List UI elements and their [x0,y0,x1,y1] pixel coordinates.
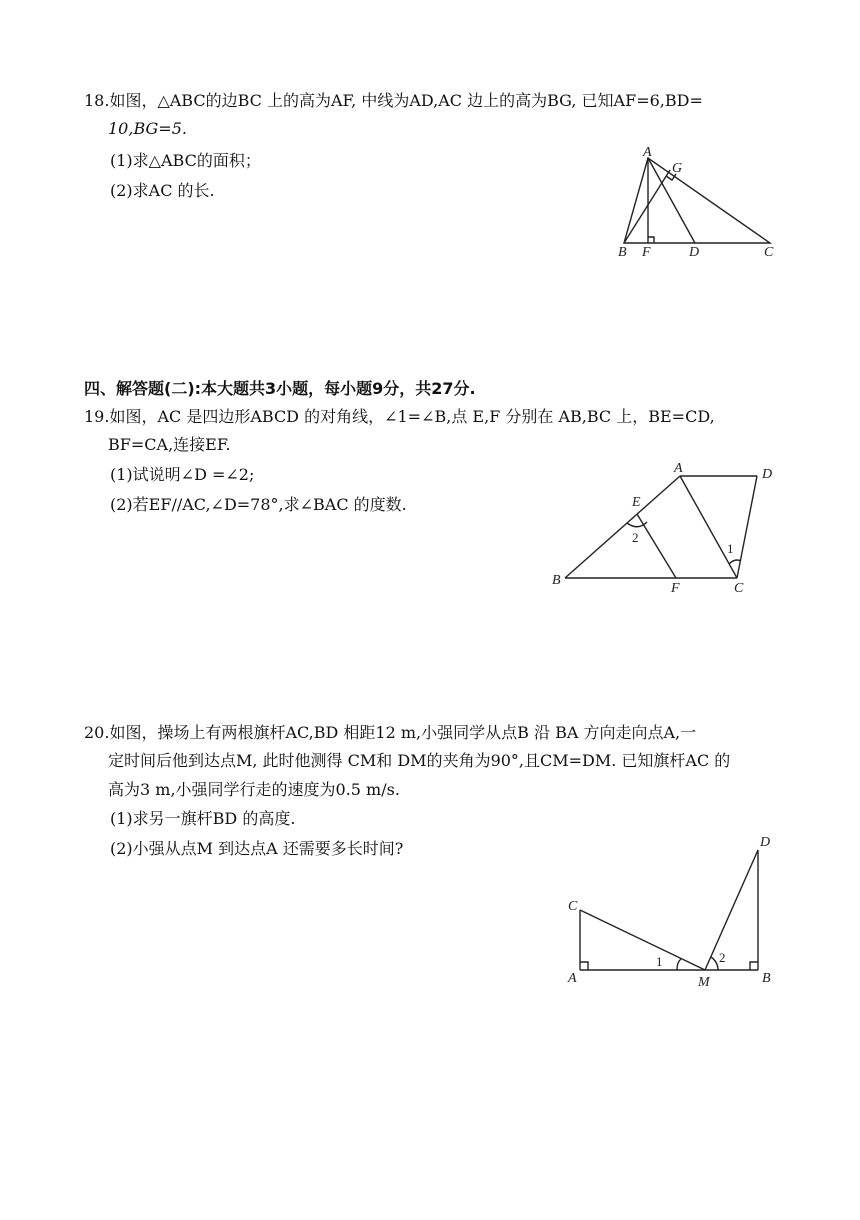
q20-segment-dm [705,850,758,970]
q19-label-e: E [632,495,641,510]
q20-stem-line3: 高为3 m,小强同学行走的速度为0.5 m/s. [108,780,400,799]
q20-right-angle-a [580,962,588,970]
q20-label-angle2: 2 [719,950,726,965]
q20-label-c: C [568,899,578,914]
q20-stem-line1: 20.如图，操场上有两根旗杆AC,BD 相距12 m,小强同学从点B 沿 BA 方向走向点A,一 [84,723,697,742]
q19-stem-line1: 19.如图，AC 是四边形ABCD 的对角线，∠1=∠B,点 E,F 分别在 AB,BC 上，BE=CD, [84,407,715,426]
q20-angle-2-arc [711,957,718,970]
q20-label-a: A [568,971,577,986]
q19-label-angle1: 1 [727,541,734,556]
q18-label-f: F [642,245,651,260]
q19-part1: (1)试说明∠D =∠2; [110,465,255,484]
q18-stem-line1: 18.如图，△ABC的边BC 上的高为AF, 中线为AD,AC 边上的高为BG, 已知AF=6,BD= [84,91,703,110]
q18-part1: (1)求△ABC的面积； [110,151,261,170]
q18-stem-line2: 10,BG=5. [108,119,187,138]
q19-label-d: D [762,467,773,482]
q19-label-b: B [552,573,561,588]
q18-label-d: D [689,245,700,260]
q20-label-d: D [760,835,771,850]
q20-label-m: M [698,975,710,990]
q20-right-angle-b [750,962,758,970]
q18-label-g: G [672,161,683,176]
q19-label-f: F [671,581,680,596]
q19-stem-line2: BF=CA,连接EF. [108,435,231,454]
q20-angle-1-arc [677,959,681,970]
q18-label-c: C [764,245,774,260]
q18-label-b: B [618,245,627,260]
q20-part2: (2)小强从点M 到达点A 还需要多长时间? [110,839,404,858]
q20-label-b: B [762,971,771,986]
q19-label-a: A [674,461,683,476]
q19-label-angle2: 2 [632,530,639,545]
q18-label-a: A [643,145,652,160]
q19-label-c: C [734,581,744,596]
section-heading: 四、解答题(二):本大题共3小题，每小题9分，共27分. [84,379,476,398]
q20-segment-cm [580,910,705,970]
q20-stem-line2: 定时间后他到达点M, 此时他测得 CM和 DM的夹角为90°,且CM=DM. 已知旗杆AC 的 [108,751,731,770]
q19-part2: (2)若EF//AC,∠D=78°,求∠BAC 的度数. [110,495,407,514]
q20-part1: (1)求另一旗杆BD 的高度. [110,809,296,828]
q18-part2: (2)求AC 的长. [110,181,215,200]
q20-label-angle1: 1 [656,954,663,969]
